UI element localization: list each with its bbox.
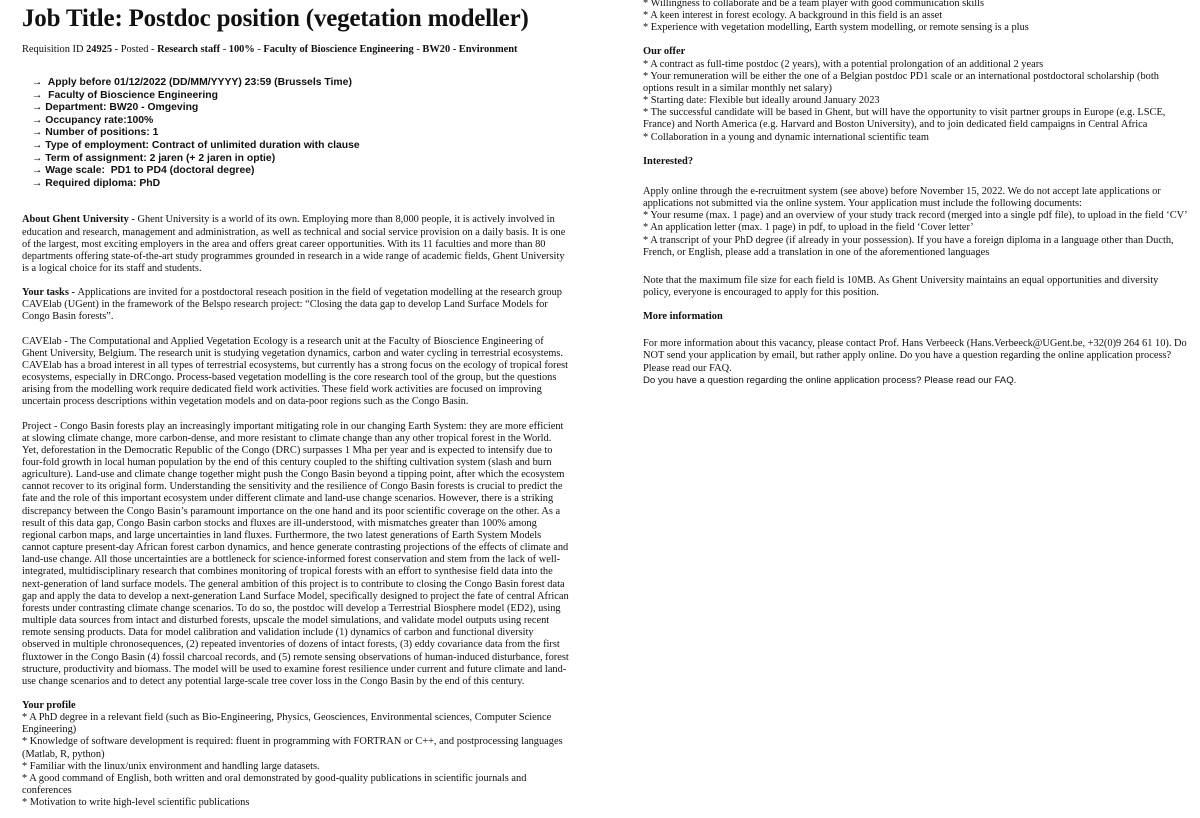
profile-item: * Familiar with the linux/unix environment and handling large datasets. — [22, 760, 320, 772]
profile-item: * Willingness to collaborate and be a team player with good communication skills — [643, 0, 985, 9]
offer-item: * Collaboration in a young and dynamic international scientific team — [643, 131, 929, 143]
about-paragraph: About Ghent University - Ghent University is a world of its own. Employing more than 8,000 people, it is actively involved in education and research, management and administration, as well as technical and social service provision on a daily basis. It is one of the largest, most exciting employers in the area and offers great career opportunities. With its 11 faculties and more than 80 departments offering state-of-the-art study programmes grounded in research in a wide range of academic fields, Ghent University is a logical choice for its staff and students. — [22, 214, 566, 274]
profile-item: * Motivation to write high-level scientific publications — [22, 797, 250, 809]
tasks-paragraph: Your tasks - Applications are invited for a postdoctoral reseach position in the field of vegetation modelling at the research group CAVElab (UGent) in the framework of the Belspo research project: “Closing the data gap to develop Land Surface Models for Congo Basin forests”. — [22, 287, 562, 323]
document-item: * Your resume (max. 1 page) and an overview of your study track record (merged into a single pdf file), to upload in the field ‘CV’ — [643, 210, 1188, 222]
offer-heading: Our offer — [643, 46, 686, 58]
profile-item: * A keen interest in forest ecology. A background in this field is an asset — [643, 10, 943, 22]
requisition-line: Requisition ID 24925 - Posted - Research staff - 100% - Faculty of Bioscience Engineering - BW20 - Environment — [22, 44, 518, 55]
offer-item: * The successful candidate will be based in Ghent, but will have the opportunity to visit partner groups in Europe (e.g. LSCE, France) and North America (e.g. Harvard and Boston University), and to join dedicated field campaigns in Central Africa — [643, 107, 1166, 131]
offer-item: * A contract as full-time postdoc (2 years), with a potential prolongation of an additional 2 years — [643, 58, 1044, 70]
detail-occupancy: → Occupancy rate:100% — [32, 114, 154, 126]
detail-positions: → Number of positions: 1 — [32, 127, 159, 139]
right-column — [643, 0, 1188, 387]
apply-instructions: Apply online through the e-recruitment system (see above) before November 15, 2022. We do not accept late applications or applications not submitted via the online system. Your application must include the following documents: — [643, 185, 1161, 210]
interested-heading: Interested? — [643, 155, 694, 167]
detail-diploma: → Required diploma: PhD — [32, 177, 161, 189]
contact-paragraph: For more information about this vacancy, please contact Prof. Hans Verbeeck (Hans.Verbeeck@UGent.be, +32(0)9 264 61 10). Do NOT send your application by email, but rather apply online. Do you have a question regarding the online application process? Please read our FAQ. — [643, 338, 1187, 374]
page-title: Job Title: Postdoc position (vegetation modeller) — [22, 5, 529, 32]
job-details-list — [32, 77, 570, 190]
offer-item: * Starting date: Flexible but ideally around January 2023 — [643, 95, 880, 107]
profile-item: * Knowledge of software development is required: fluent in programming with FORTRAN or C++, and postprocessing languages (Matlab, R, python) — [22, 736, 563, 760]
left-column — [22, 0, 570, 809]
detail-faculty: → Faculty of Bioscience Engineering — [32, 89, 218, 101]
more-info-heading: More information — [643, 311, 723, 323]
detail-wage-scale: → Wage scale: PD1 to PD4 (doctoral degree) — [32, 165, 255, 177]
profile-item: * A good command of English, both written and oral demonstrated by good-quality publications in scientific journals and conferences — [22, 772, 527, 797]
detail-department: → Department: BW20 - Omgeving — [32, 102, 199, 114]
file-size-note: Note that the maximum file size for each field is 10MB. As Ghent University maintains an equal opportunities and diversity policy, everyone is encouraged to apply for this position. — [643, 274, 1159, 298]
detail-term: → Term of assignment: 2 jaren (+ 2 jaren in optie) — [32, 152, 276, 164]
detail-apply-before: → Apply before 01/12/2022 (DD/MM/YYYY) 23:59 (Brussels Time) — [32, 77, 352, 88]
offer-item: * Your remuneration will be either the one of a Belgian postdoc PD1 scale or an international postdoctoral scholarship (both options result in a similar monthly net salary) — [643, 70, 1159, 94]
project-paragraph: Project - Congo Basin forests play an increasingly important mitigating role in our changing Earth System: they are more efficient at slowing climate change, more carbon-dense, and more resistant to climate change than any other tropical forest in the World. Yet, deforestation in the Democratic Republic of the Congo (DRC) surpasses 1 Mha per year and is expected to intensify due to four-fold growth in local human population by the end of this century coupled to the shifting cultivation system (slash and burn agriculture). Land-use and climate change together might push the Congo Basin beyond a tipping point, after which the ecosystem cannot recover to its original form. Understanding the sensitivity and the resilience of Congo Basin forests is crucial to predict the fate and the role of this important ecosystem under different climate and land-use change scenarios. However, there is a striking discrepancy between the Congo Basin’s paramount importance on the one hand and its poor scientific coverage on the other. As a result of this data gap, Congo Basin carbon stocks and fluxes are ill-understood, with mismatches greater than 100% among regional carbon maps, and large uncertainties in land fluxes. Furthermore, the two latest generations of Earth System Models cannot capture present-day African forest carbon dynamics, and hence generate contrasting projections of the effects of climate and land-use change. All those uncertainties are a bottleneck for science-informed forest conservation and stem from the lack of well-integrated, multidisciplinary research that combines monitoring of tropical forests with an effort to synthesise field data into the next-generation of land surface models. The general ambition of this project is to contribute to closing the Congo Basin forest data gap and apply the data to develop a next-generation Land Surface Model, specifically designed to project the fate of central African forests under contrasting climate change scenarios. To do so, the postdoc will develop a Terrestrial Biosphere model (ED2), using multiple data sources from intact and disturbed forests, upscale the model simulations, and validate model outputs using recent remote sensing products. Data for model calibration and validation include (1) dynamics of carbon and functional diversity observed in multiple chronosequences, (2) repeated inventories of dozens of intact forests, (3) eddy covariance data from the first fluxtower in the Congo Basin (4) fossil charcoal records, and (5) remote sensing observations of human-induced disturbance, forest structure, productivity and biomass. The model will be used to examine forest resilience under current and future climate and land-use change scenarios and to detect any potential large-scale tree cover loss in the Congo Basin by the end of this century. — [22, 420, 569, 687]
faq-line: Do you have a question regarding the online application process? Please read our FAQ. — [643, 374, 1017, 386]
detail-employment-type: → Type of employment: Contract of unlimited duration with clause — [32, 139, 360, 151]
cavelab-paragraph: CAVElab - The Computational and Applied Vegetation Ecology is a research unit at the Faculty of Bioscience Engineering of Ghent University, Belgium. The research unit is studying vegetation dynamics, carbon and water cycling in terrestrial ecosystems. CAVElab has a broad interest in all types of terrestrial ecosystems, but currently has a strong focus on the ecology of tropical forest ecosystems, especially in DRCongo. Process-based vegetation modelling is the core research tool of the group, but the questions arising from the modelling work require dedicated field work activities. These field work activities are focused on improving uncertain process descriptions within vegetation models and on data-poor regions such as the Congo Basin. — [22, 335, 569, 408]
profile-heading: Your profile — [22, 699, 76, 711]
profile-item: * A PhD degree in a relevant field (such as Bio-Engineering, Physics, Geosciences, Environmental sciences, Computer Science Engineering) — [22, 712, 552, 736]
profile-item: * Experience with vegetation modelling, Earth system modelling, or remote sensing is a plus — [643, 22, 1029, 34]
document-item: * An application letter (max. 1 page) in pdf, to upload in the field ‘Cover letter’ — [643, 222, 974, 234]
document-item: * A transcript of your PhD degree (if already in your possession). If you have a foreign diploma in a language other than Ducth, French, or English, please add a translation in one of the aforementioned languages — [643, 234, 1174, 258]
